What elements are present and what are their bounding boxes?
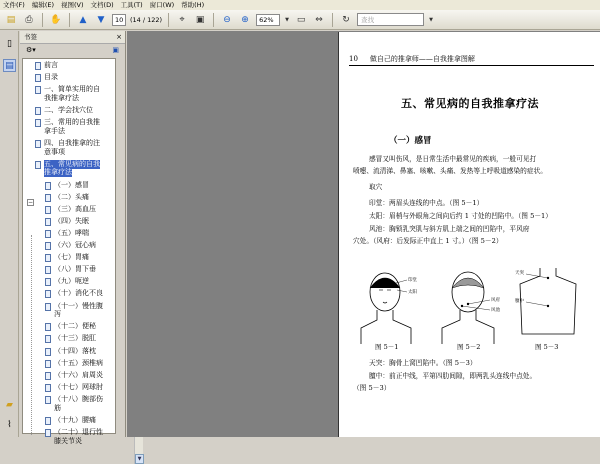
figure-5-2-illustration [434, 264, 504, 344]
menu-window[interactable]: 窗口(W) [149, 1, 175, 9]
bookmark-page-icon [45, 206, 51, 214]
bookmark-label: 筋 [54, 403, 61, 412]
bookmark-item[interactable] [45, 205, 96, 214]
bookmark-page-icon [45, 384, 51, 392]
bookmark-item[interactable] [35, 127, 65, 136]
previous-page-icon[interactable]: ▲ [79, 14, 87, 25]
bookmark-item[interactable] [45, 181, 89, 190]
bookmark-page-icon [45, 335, 51, 343]
bookmarks-panel-header [20, 31, 125, 44]
bookmarks-panel-icon[interactable]: ▤ [3, 59, 16, 72]
bookmark-label: （十八）腕部伤 [54, 394, 103, 403]
bookmark-label: （二）头痛 [54, 192, 89, 201]
bookmark-page-icon [45, 348, 51, 356]
rotate-icon[interactable]: ↻ [342, 14, 350, 25]
menu-edit[interactable]: 编辑(E) [31, 1, 54, 9]
bookmark-item[interactable] [45, 347, 96, 356]
bookmark-page-icon [45, 230, 51, 238]
bookmarks-panel-title: 书签 [24, 33, 37, 41]
close-panel-icon[interactable]: × [116, 33, 122, 41]
figure-label: 风府 [491, 298, 500, 303]
paragraph-line: 感冒又叫伤风，是日常生活中最常见的疾病，一般可见打 [369, 155, 537, 163]
bookmark-label: （十二）便秘 [54, 322, 96, 331]
bookmark-item[interactable] [35, 139, 100, 148]
toolbar-divider [332, 13, 333, 27]
bookmarks-panel [20, 31, 142, 462]
menu-file[interactable]: 文件(F) [3, 1, 25, 9]
acupoint-line: （图 5－3） [353, 384, 391, 392]
zoom-level-input[interactable]: 62% [256, 14, 280, 26]
acupoint-line: 膻中：前正中线，平第四肋间隙，即两乳头连线中点处。 [369, 372, 537, 380]
bookmarks-tree [22, 58, 116, 445]
figure-caption: 图 5－2 [457, 343, 481, 351]
section-title: （一）感冒 [389, 136, 432, 146]
bookmark-page-icon [35, 107, 41, 115]
bookmark-item[interactable] [45, 404, 61, 413]
bookmark-item[interactable] [45, 229, 89, 238]
bookmark-item[interactable] [45, 217, 89, 226]
bookmark-page-icon [45, 290, 51, 298]
zoom-in-icon[interactable]: ⊕ [241, 14, 249, 25]
toolbar-divider [168, 13, 169, 27]
menu-bar [0, 0, 600, 10]
toolbar-divider [69, 13, 70, 27]
bookmark-page-icon [45, 218, 51, 226]
attachments-icon[interactable]: ⌇ [7, 419, 12, 430]
bookmark-page-icon [45, 372, 51, 380]
bookmark-page-icon [45, 323, 51, 331]
toolbar [0, 10, 600, 30]
bookmark-label: （四）失眠 [54, 216, 89, 225]
select-tool-icon[interactable]: ⌖ [179, 14, 185, 25]
navigation-icon-strip [0, 31, 19, 437]
figure-label: 膻中 [515, 299, 524, 304]
bookmark-page-icon [45, 242, 51, 250]
zoom-dropdown-icon[interactable]: ▼ [285, 16, 289, 23]
open-folder-icon[interactable]: ▤ [6, 14, 16, 25]
new-bookmark-icon[interactable]: ▣ [112, 46, 119, 54]
find-input[interactable]: 查找 [357, 13, 424, 26]
bookmark-label: 二、学会找穴位 [44, 106, 93, 114]
bookmark-label: （二十）退行性 [54, 427, 103, 436]
figure-label: 天突 [515, 271, 524, 276]
acupoint-line: 风池：胸锁乳突肌与斜方肌上端之间的凹陷中，平风府 [369, 225, 530, 233]
bookmark-item[interactable] [45, 359, 103, 368]
bookmark-item[interactable] [45, 334, 96, 343]
next-page-icon[interactable]: ▼ [97, 14, 105, 25]
tree-guide-line [31, 235, 32, 435]
bookmark-item[interactable] [45, 383, 103, 392]
menu-document[interactable]: 文档(D) [90, 1, 114, 9]
figure-caption: 图 5－3 [535, 343, 559, 351]
bookmark-label: 四、自我推拿的注 [44, 138, 100, 147]
bookmark-item[interactable] [35, 61, 58, 70]
bookmark-label: 拿手法 [44, 126, 65, 135]
bookmark-item[interactable] [45, 241, 96, 250]
bookmark-label: 三、常用的自我推 [44, 118, 100, 127]
bookmark-label: （十五）颈椎病 [54, 358, 103, 367]
bookmark-page-icon [45, 278, 51, 286]
bookmark-item[interactable] [45, 193, 89, 202]
comments-icon[interactable]: ▰ [6, 399, 13, 410]
fit-page-icon[interactable]: ▭ [296, 14, 306, 25]
menu-help[interactable]: 帮助(H) [181, 1, 205, 9]
page-number-input[interactable]: 10 [112, 14, 126, 26]
bookmark-label: （十六）肩周炎 [54, 370, 103, 379]
bookmark-page-icon [45, 360, 51, 368]
bookmark-item[interactable] [35, 106, 93, 115]
hand-tool-icon[interactable]: ✋ [50, 14, 62, 25]
bookmark-item[interactable] [35, 94, 79, 103]
acupoint-line: 太阳：眉梢与外眼角之间向后约 1 寸处的凹陷中。（图 5－1） [369, 212, 552, 220]
bookmark-label: 我推拿疗法 [44, 93, 79, 102]
bookmark-item[interactable] [45, 437, 82, 446]
bookmark-label: 膝关节炎 [54, 436, 82, 445]
bookmark-page-icon [45, 266, 51, 274]
acupoint-line: 印堂：两眉头连线的中点。（图 5－1） [369, 199, 484, 207]
figure-label: 风池 [491, 308, 500, 313]
options-icon[interactable]: ⚙▾ [26, 46, 36, 54]
bookmark-page-icon [45, 194, 51, 202]
bookmarks-toolbar [20, 44, 125, 56]
figure-caption: 图 5－1 [375, 343, 399, 351]
bookmark-page-icon [45, 182, 51, 190]
acupoint-line: 天突：胸骨上窝凹陷中。（图 5－3） [369, 359, 477, 367]
bookmark-label: 前言 [44, 61, 58, 69]
bookmark-label: （七）胃痛 [54, 253, 89, 262]
acupoint-line: 穴处。（风府：后发际正中直上 1 寸。）（图 5－2） [353, 237, 503, 245]
fit-width-icon[interactable]: ⇔ [315, 14, 323, 25]
figure-label: 印堂 [408, 278, 417, 283]
bookmark-label: （十四）落枕 [54, 346, 96, 355]
bookmark-label: （一）感冒 [54, 180, 89, 189]
bookmark-item[interactable] [45, 289, 103, 298]
bookmark-item[interactable] [45, 416, 96, 425]
bookmark-label: （六）冠心病 [54, 241, 96, 249]
snapshot-icon[interactable]: ▣ [195, 14, 205, 25]
bookmark-label: 推拿疗法 [44, 168, 72, 177]
find-dropdown-icon[interactable]: ▼ [429, 16, 433, 23]
bookmark-page-icon [35, 62, 41, 70]
bookmark-label: （十）消化不良 [54, 289, 103, 298]
bookmark-label: （十三）脱肛 [54, 334, 96, 343]
figure-5-3-illustration [514, 264, 584, 344]
bookmark-item[interactable] [45, 395, 103, 404]
figure-5-1-illustration [357, 264, 427, 344]
bookmark-label: （十一）慢性腹 [54, 301, 103, 310]
chapter-title: 五、常见病的自我推拿疗法 [401, 97, 539, 110]
page-number: 10 [349, 55, 358, 63]
figure-label: 太阳 [408, 290, 417, 295]
bookmark-label: （九）呃逆 [54, 277, 89, 286]
bookmark-page-icon [35, 74, 41, 82]
bookmark-page-icon [45, 417, 51, 425]
subheading-qu-xue: 取穴 [369, 183, 383, 191]
pages-panel-icon[interactable]: ▯ [7, 38, 12, 49]
running-head-title: 做自己的推拿师——自我推拿图解 [369, 55, 475, 63]
pdf-page [338, 32, 600, 437]
toolbar-divider [213, 13, 214, 27]
menu-tools[interactable]: 工具(T) [120, 1, 143, 9]
bookmark-item[interactable] [35, 148, 65, 157]
bookmark-item[interactable] [45, 310, 61, 319]
bookmark-item[interactable] [45, 253, 89, 262]
bookmark-item[interactable] [35, 73, 58, 82]
bookmark-label: 五、常见病的自我 [44, 159, 100, 168]
collapse-toggle-icon[interactable]: − [28, 199, 34, 206]
toolbar-divider [42, 13, 43, 27]
bookmark-item[interactable] [45, 277, 89, 286]
bookmark-label: 一、简单实用的自 [44, 85, 100, 94]
bookmark-label: （十九）腰痛 [54, 415, 96, 424]
paragraph-line: 喷嚏、流清涕、鼻塞、咳嗽、头痛、发热等上呼吸道感染的症状。 [353, 167, 547, 175]
page-count: (14 / 122) [130, 15, 163, 24]
bookmark-item[interactable] [35, 168, 72, 177]
bookmark-label: （三）高血压 [54, 204, 96, 213]
menu-view[interactable]: 视图(V) [61, 1, 84, 9]
zoom-out-icon[interactable]: ⊖ [223, 14, 231, 25]
bookmark-page-icon [45, 254, 51, 262]
scroll-down-arrow-icon[interactable]: ▼ [135, 454, 144, 464]
bookmark-label: 目录 [44, 73, 58, 82]
bookmark-item[interactable] [35, 85, 100, 94]
bookmark-item[interactable] [45, 371, 103, 380]
bookmark-item[interactable] [45, 428, 103, 437]
bookmark-label: （八）胃下垂 [54, 265, 96, 274]
bookmark-label: 意事项 [44, 147, 65, 156]
bookmark-item[interactable] [45, 322, 96, 331]
bookmark-label: （十七）网球肘 [54, 382, 103, 391]
print-icon[interactable]: ⎙ [25, 14, 33, 25]
document-view [127, 31, 600, 437]
bookmark-item[interactable] [45, 265, 96, 274]
bookmark-item[interactable] [35, 118, 100, 127]
bookmark-label: 泻 [54, 310, 61, 319]
running-header [349, 54, 594, 66]
bookmark-label: （五）哮喘 [54, 228, 89, 237]
